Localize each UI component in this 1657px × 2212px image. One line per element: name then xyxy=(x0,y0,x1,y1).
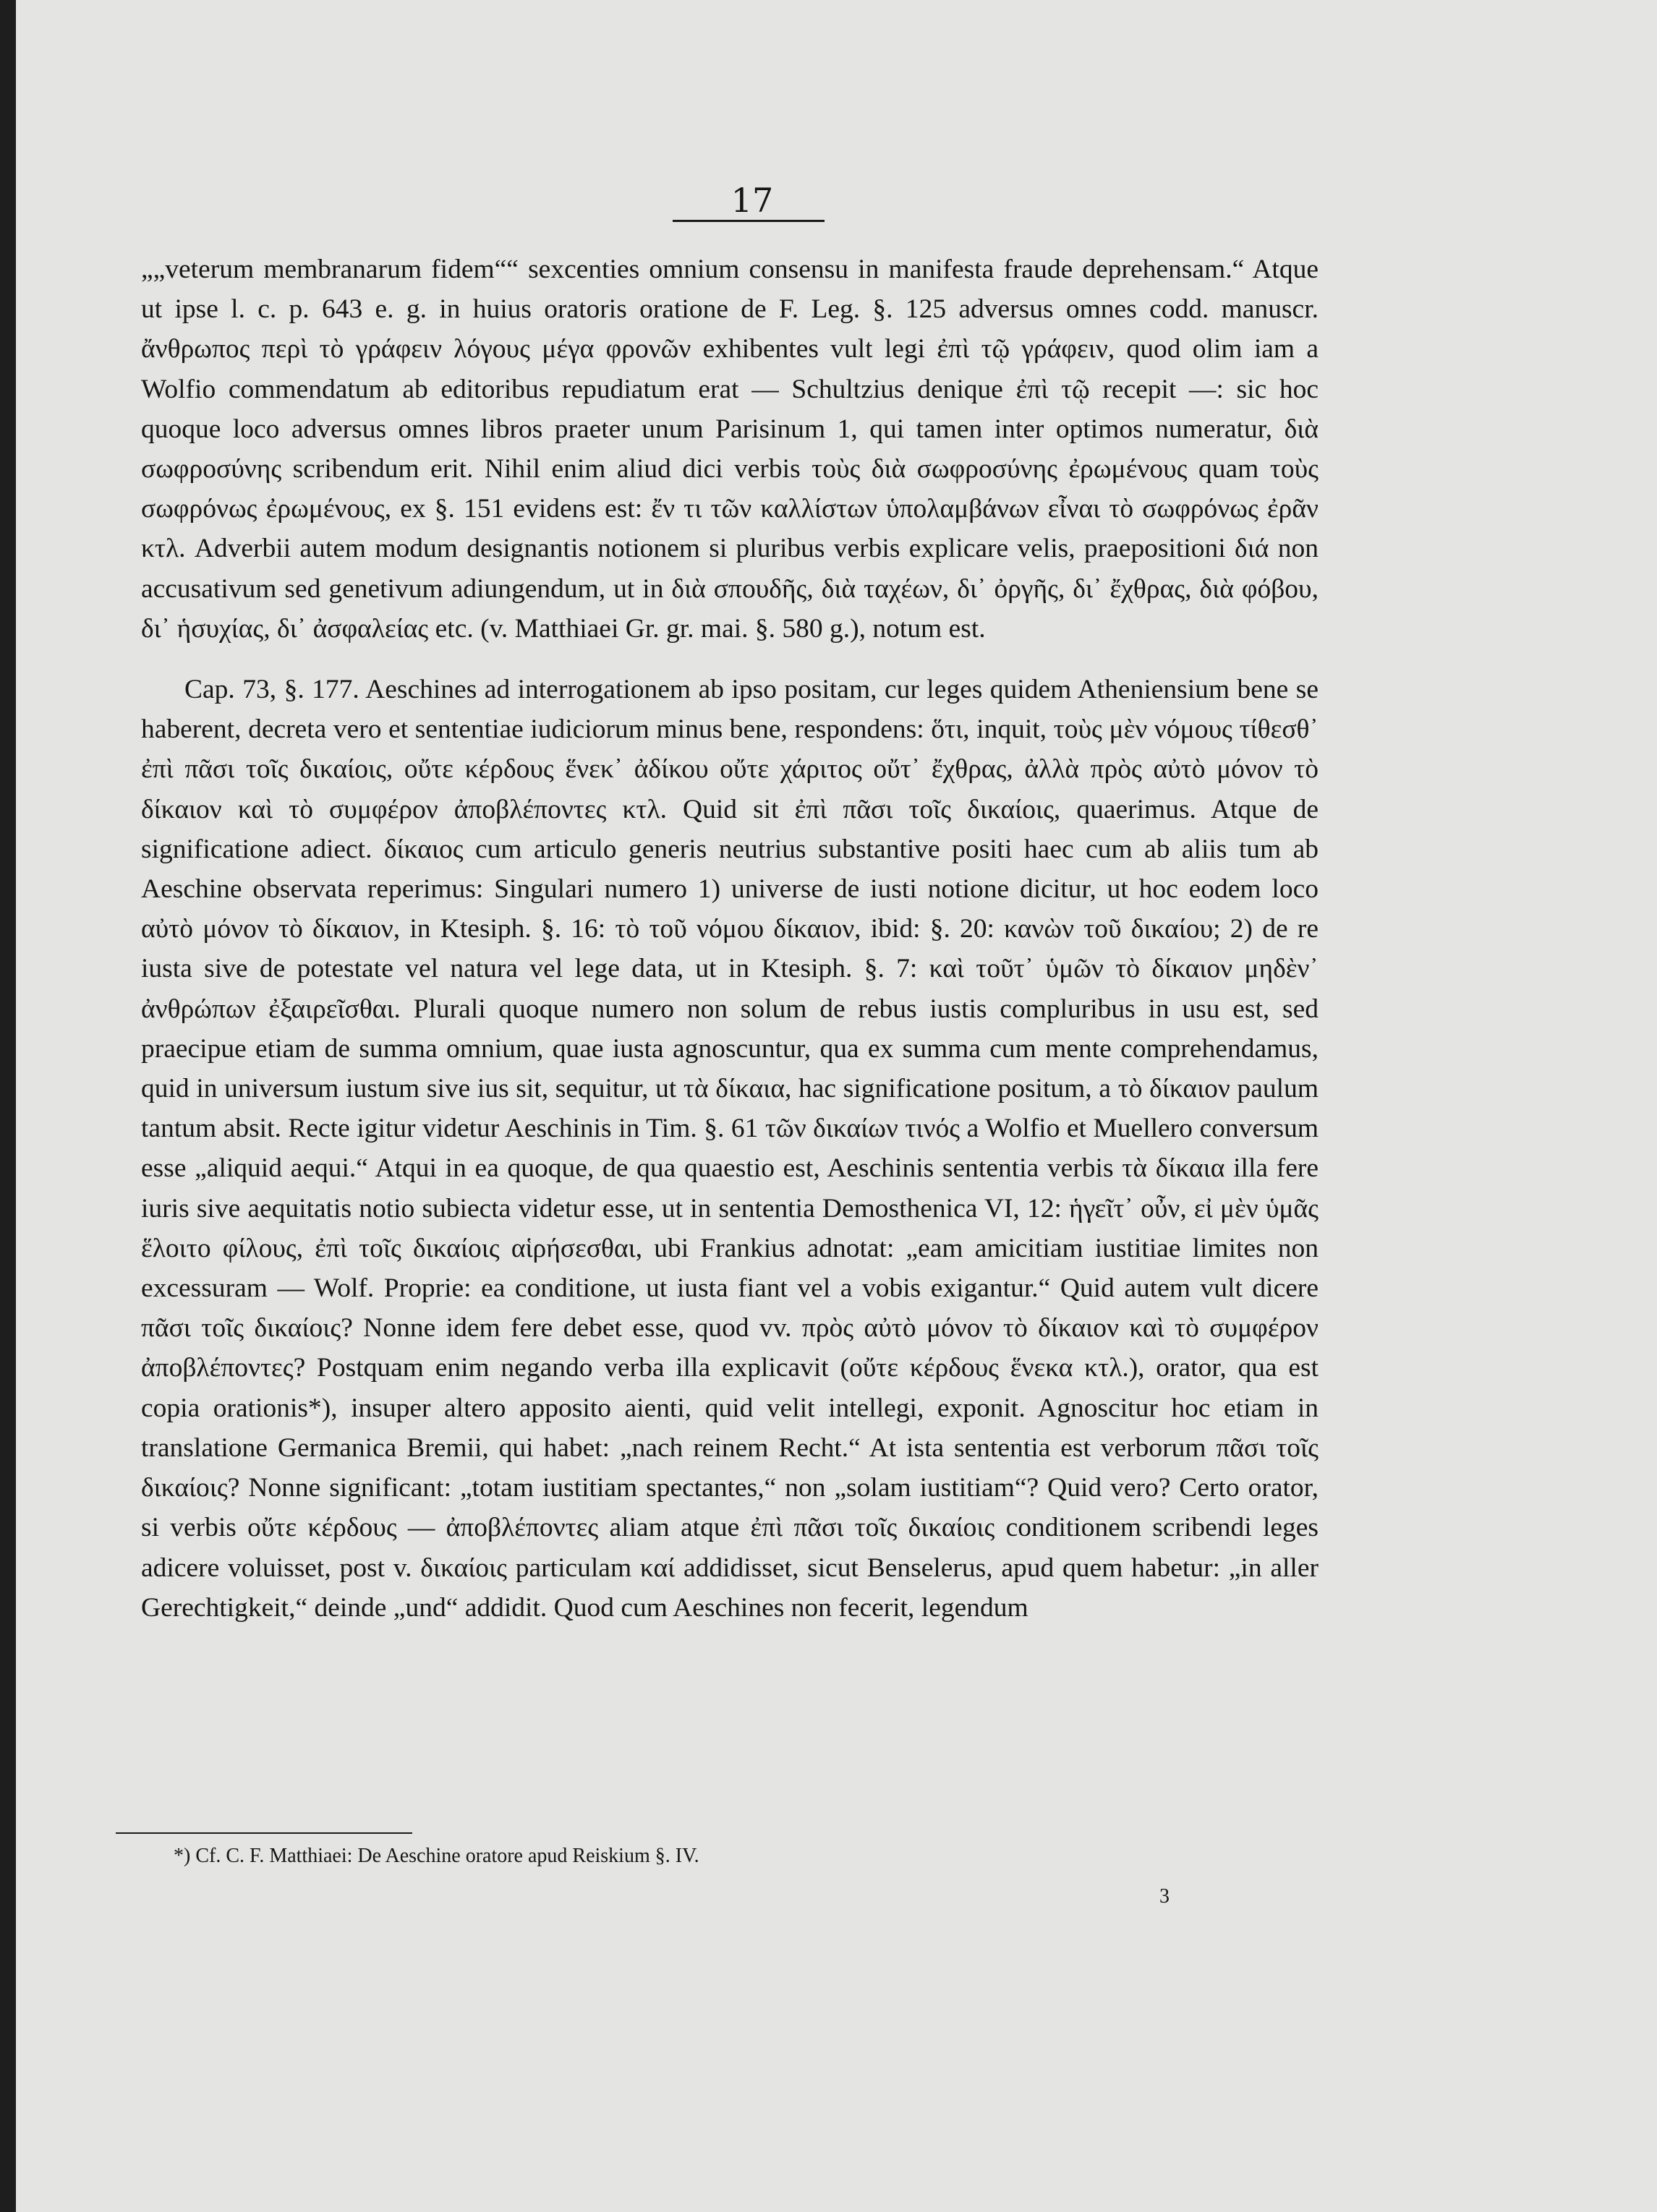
signature-mark: 3 xyxy=(1159,1885,1170,1908)
footnote: *) Cf. C. F. Matthiaei: De Aeschine oratore apud Reiskium §. IV. xyxy=(174,1845,699,1867)
scan-left-edge xyxy=(0,0,16,2212)
page-number-rule xyxy=(673,220,825,222)
page-number: 17 xyxy=(730,181,774,220)
body-text xyxy=(141,249,1319,1628)
paragraph-cap-73: Cap. 73, §. 177. Aeschines ad interrogationem ab ipso positam, cur leges quidem Atheniensium bene se haberent, decreta vero et sententiae iudiciorum minus bene, respondens: ὅτι, inquit, τοὺς μὲν νόμους τίθεσθ᾽ ἐπὶ πᾶσι τοῖς δικαίοις, οὔτε κέρδους ἕνεκ᾽ ἀδίκου οὔτε χάριτος οὔτ᾽ ἔχθρας, ἀλλὰ πρὸς αὐτὸ μόνον τὸ δίκαιον καὶ τὸ συμφέρον ἀποβλέποντες κτλ. Quid sit ἐπὶ πᾶσι τοῖς δικαίοις, quaerimus. Atque de significatione adiect. δίκαιος cum articulo generis neutrius substantive positi haec cum ab aliis tum ab Aeschine observata reperimus: Singulari numero 1) universe de iusti notione dicitur, ut hoc eodem loco αὐτὸ μόνον τὸ δίκαιον, in Ktesiph. §. 16: τὸ τοῦ νόμου δίκαιον, ibid: §. 20: κανὼν τοῦ δικαίου; 2) de re iusta sive de potestate vel natura vel lege data, ut in Ktesiph. §. 7: καὶ τοῦτ᾽ ὑμῶν τὸ δίκαιον μηδὲν᾽ ἀνθρώπων ἐξαιρεῖσθαι. Plurali quoque numero non solum de rebus iustis compluribus in usu est, sed praecipue etiam de summa omnium, quae iusta agnoscuntur, qua ex summa cum mente comprehendamus, quid in universum iustum sive ius sit, sequitur, ut τὰ δίκαια, hac significatione positum, a τὸ δίκαιον paulum tantum absit. Recte igitur videtur Aeschinis in Tim. §. 61 τῶν δικαίων τινός a Wolfio et Muellero conversum esse „aliquid aequi.“ Atqui in ea quoque, de qua quaestio est, Aeschinis sententia verbis τὰ δίκαια illa fere iuris sive aequitatis notio subiecta videtur esse, ut in sententia Demosthenica VI, 12: ἡγεῖτ᾽ οὖν, εἰ μὲν ὑμᾶς ἕλοιτο φίλους, ἐπὶ τοῖς δικαίοις αἱρήσεσθαι, ubi Frankius adnotat: „eam amicitiam iustitiae limites non excessuram — Wolf. Proprie: ea conditione, ut iusta fiant vel a vobis exigantur.“ Quid autem vult dicere πᾶσι τοῖς δικαίοις? Nonne idem fere debet esse, quod vv. πρὸς αὐτὸ μόνον τὸ δίκαιον καὶ τὸ συμφέρον ἀποβλέποντες? Postquam enim negando verba illa explicavit (οὔτε κέρδους ἕνεκα κτλ.), orator, qua est copia orationis*), insuper altero apposito aienti, quid velit intellegi, exponit. Agnoscitur hoc etiam in translatione Germanica Bremii, qui habet: „nach reinem Recht.“ At ista sententia est verborum πᾶσι τοῖς δικαίοις? Nonne significant: „totam iustitiam spectantes,“ non „solam iustitiam“? Quid vero? Certo orator, si verbis οὔτε κέρδους — ἀποβλέποντες aliam atque ἐπὶ πᾶσι τοῖς δικαίοις conditionem scribendi leges adicere voluisset, post v. δικαίοις particulam καί addidisset, sicut Benselerus, apud quem habetur: „in aller Gerechtigkeit,“ deinde „und“ addidit. Quod cum Aeschines non fecerit, legendum xyxy=(141,675,1319,1623)
paragraph-continued: „„veterum membranarum fidem““ sexcenties omnium consensu in manifesta fraude deprehensam.“ Atque ut ipse l. c. p. 643 e. g. in huius oratoris oratione de F. Leg. §. 125 adversus omnes codd. manuscr. ἄνθρωπος περὶ τὸ γράφειν λόγους μέγα φρονῶν exhibentes vult legi ἐπὶ τῷ γράφειν, quod olim iam a Wolfio commendatum ab editoribus repudiatum erat — Schultzius denique ἐπὶ τῷ recepit —: sic hoc quoque loco adversus omnes libros praeter unum Parisinum 1, qui tamen inter optimos numeratur, διὰ σωφροσύνης scribendum erit. Nihil enim aliud dici verbis τοὺς διὰ σωφροσύνης ἐρωμένους quam τοὺς σωφρόνως ἐρωμένους, ex §. 151 evidens est: ἔν τι τῶν καλλίστων ὑπολαμβάνων εἶναι τὸ σωφρόνως ἐρᾶν κτλ. Adverbii autem modum designantis notionem si pluribus verbis explicare velis, praepositioni διά non accusativum sed genetivum adiungendum, ut in διὰ σπουδῆς, διὰ ταχέων, δι᾽ ὀργῆς, δι᾽ ἔχθρας, διὰ φόβου, δι᾽ ἡσυχίας, δι᾽ ἀσφαλείας etc. (v. Matthiaei Gr. gr. mai. §. 580 g.), notum est. xyxy=(141,255,1319,644)
footnote-rule xyxy=(116,1832,412,1834)
